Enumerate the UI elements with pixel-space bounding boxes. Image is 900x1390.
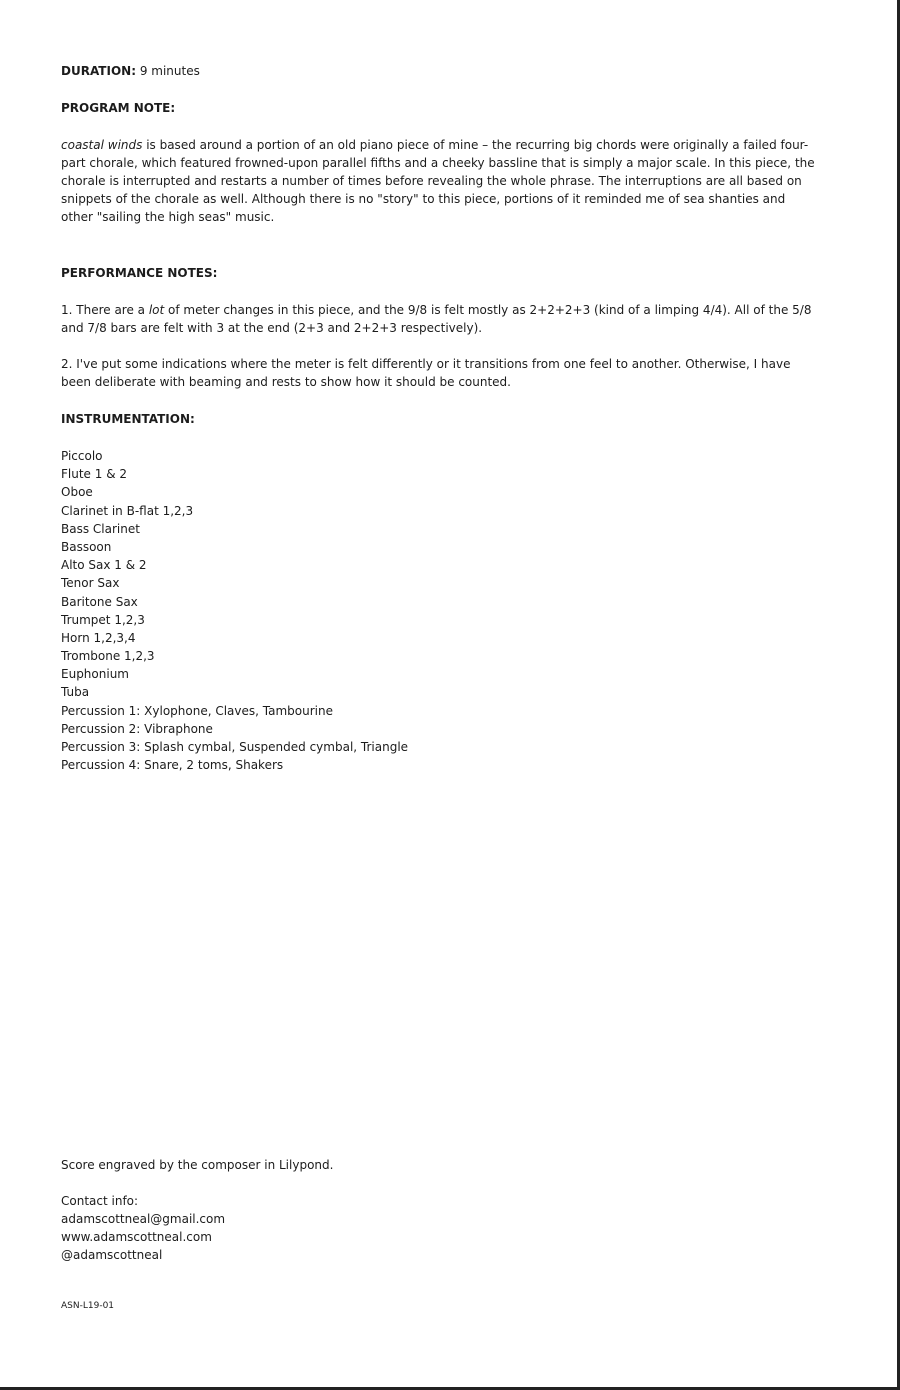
program-note-text [61, 136, 821, 226]
instrument-item: Bassoon [61, 539, 112, 554]
instrument-item: Percussion 3: Splash cymbal, Suspended cymbal, Triangle [61, 740, 409, 754]
instrument-item: Oboe [61, 485, 93, 500]
contact-info [61, 1192, 821, 1264]
catalog-id: ASN-L19-01 [61, 1301, 115, 1311]
instrument-item: Baritone Sax [61, 594, 138, 609]
duration-line [61, 62, 821, 80]
performance-note-1 [61, 301, 821, 337]
program-note-heading: PROGRAM NOTE: [61, 101, 176, 115]
instrument-item: Tenor Sax [61, 576, 120, 591]
instrument-item: Horn 1,2,3,4 [61, 630, 136, 645]
performance-notes-heading: PERFORMANCE NOTES: [61, 266, 218, 280]
instrument-item: Percussion 1: Xylophone, Claves, Tambourine [61, 703, 333, 718]
instrumentation-heading: INSTRUMENTATION: [61, 412, 195, 426]
instrument-item: Piccolo [61, 449, 103, 463]
contact-handle: @adamscottneal [61, 1248, 163, 1262]
instrument-item: Euphonium [61, 667, 129, 682]
instrument-item: Trombone 1,2,3 [61, 649, 155, 664]
instrument-item: Alto Sax 1 & 2 [61, 558, 147, 573]
instrument-item: Clarinet in B-flat 1,2,3 [61, 503, 194, 518]
performance-note-2: 2. I've put some indications where the meter is felt differently or it transitions from one feel to another. Otherwise, I have been deliberate with beaming and rests to show how it should be counted. [61, 357, 791, 389]
program-note-body: is based around a portion of an old piano piece of mine – the recurring big chords were originally a failed four-part chorale, which featured frowned-upon parallel fifths and a cheeky bassline that is simply a major scale. In this piece, the chorale is interrupted and restarts a number of times before revealing the whole phrase. The interruptions are all based on snippets of the chorale as well. Although there is no "story" to this piece, portions of it reminded me of sea shanties and other "sailing the high seas" music. [61, 138, 815, 224]
instrument-item: Tuba [61, 685, 90, 700]
instrument-item: Trumpet 1,2,3 [61, 612, 145, 627]
piece-title: coastal winds [61, 138, 143, 152]
instrument-item: Percussion 2: Vibraphone [61, 721, 213, 736]
instrument-item: Percussion 4: Snare, 2 toms, Shakers [61, 758, 284, 773]
performance-note-1-emphasis: lot [148, 303, 165, 317]
contact-website: www.adamscottneal.com [61, 1230, 212, 1244]
performance-note-1-start: 1. There are a [61, 303, 149, 317]
contact-email: adamscottneal@gmail.com [61, 1212, 226, 1226]
instrumentation-list [61, 447, 821, 774]
duration-value: 9 minutes [139, 64, 200, 78]
instrument-item: Bass Clarinet [61, 521, 140, 536]
engraving-credit: Score engraved by the composer in Lilypond. [61, 1158, 334, 1172]
contact-label: Contact info: [61, 1194, 139, 1208]
instrument-item: Flute 1 & 2 [61, 467, 127, 482]
duration-label: DURATION: [61, 64, 136, 78]
performance-note-1-end: of meter changes in this piece, and the 9/8 is felt mostly as 2+2+2+3 (kind of a limping 4/4). All of the 5/8 and 7/8 bars are felt with 3 at the end (2+3 and 2+2+3 respectively). [61, 303, 812, 335]
